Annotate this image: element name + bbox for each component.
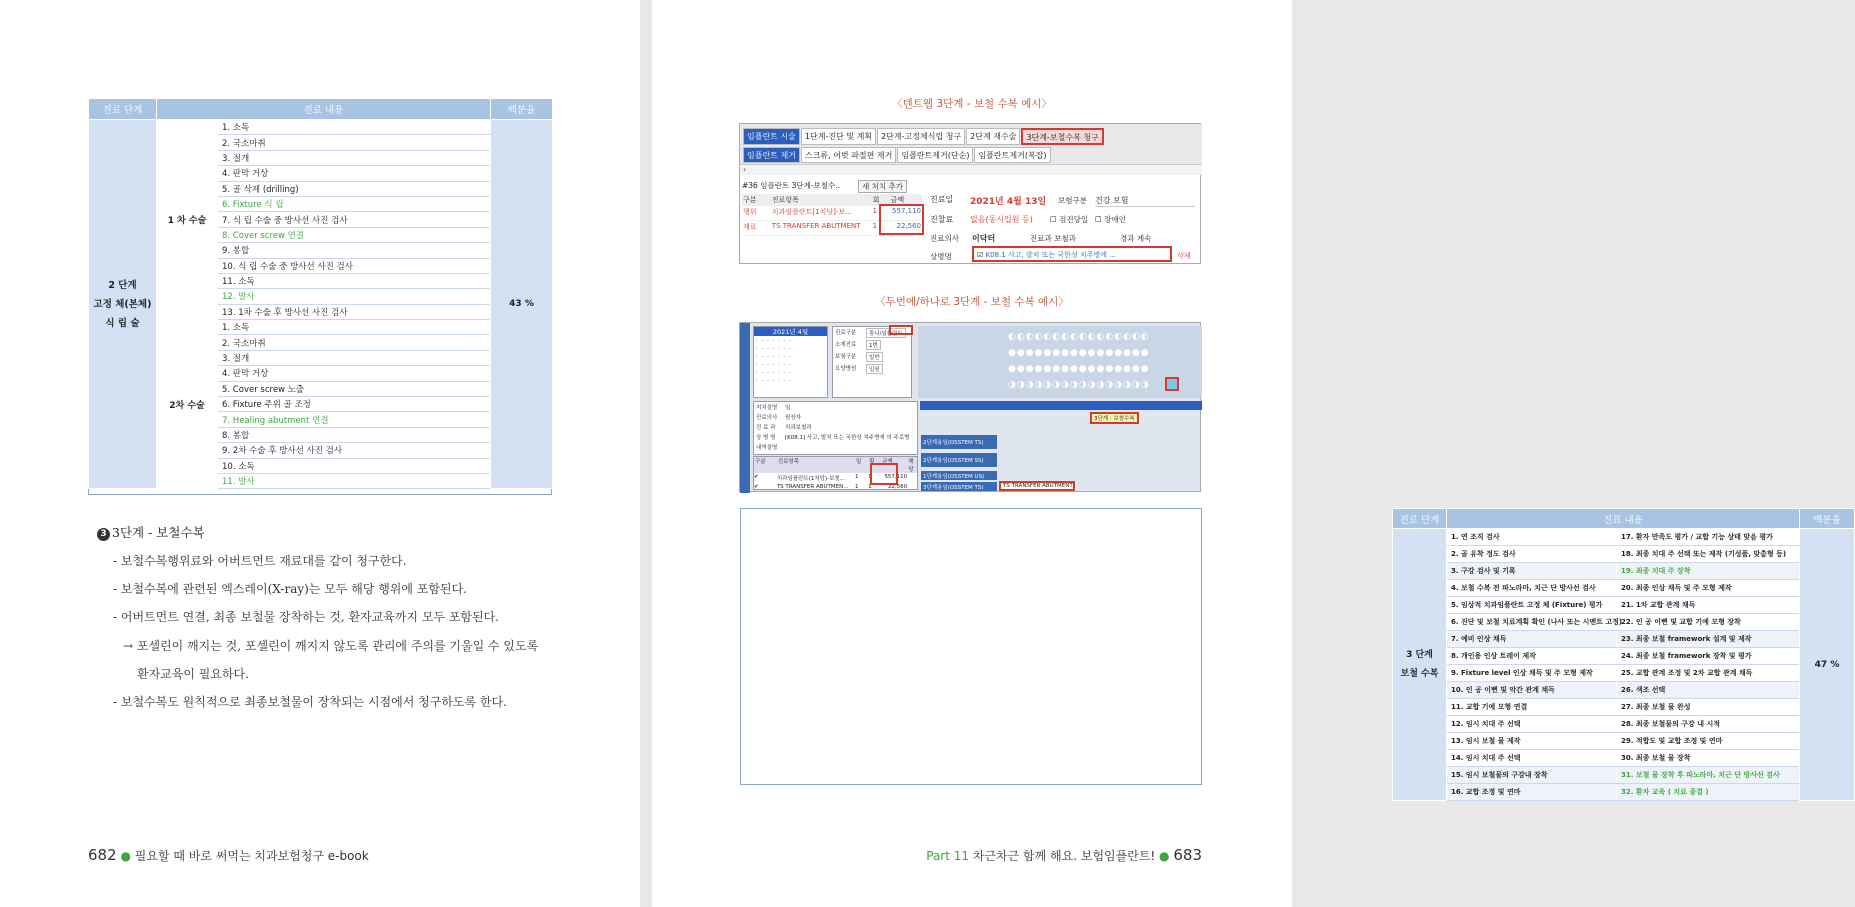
grid-cell: 재료 [743,223,757,231]
upper-teeth-icon: ◐◐◐◐◐◐◐◐◐◐◐◐◐◐◐◐ [1008,332,1150,342]
first-item: 9. 봉합 [218,243,491,258]
t2-right-item: 25. 교합 관계 조정 및 2차 교합 관계 채득 [1617,665,1800,682]
dubun-cell: 1 [868,484,872,490]
lower-teeth-icon: ◑◑◑◑◑◑◑◑◑◑◑◑◑◑◑◑ [1008,380,1150,390]
doctor-select[interactable]: 이닥터 [972,234,996,243]
amount-highlight [879,204,924,235]
stage-cell [89,120,157,489]
brand-ts[interactable]: 2단계용임(OSSTEM TS) [921,435,997,449]
insurance-select[interactable]: 건강 보험 [1095,195,1195,207]
first-item: 8. Cover screw 연결 [218,227,491,242]
t2-left-item: 14. 임시 치대 주 선택 [1447,750,1617,767]
bullet-3: - 어버트먼트 연결, 최종 보철물 장착하는 것, 환자교육까지 모두 포함된다. [113,610,499,624]
footer-right-title: 차근차근 함께 해요. 보험임플란트! [972,849,1156,863]
first-item: 13. 1차 수술 후 방사선 사진 검사 [218,304,491,319]
dentweb-tab[interactable]: 2단계 재수술 [966,128,1020,145]
field-label: 요양병원 [835,366,857,372]
diagnosis-label: 상병명 [930,252,952,261]
dentweb-screenshot [739,123,1201,264]
dubun-cell: 치과임플란트(1치당)-보철... [776,476,845,482]
calendar[interactable] [753,326,828,398]
stage2-table [88,98,553,489]
stage3-tab[interactable]: 3단계 : 보철수복 [1090,412,1139,424]
checkup-checkbox[interactable]: ☐ 검진당일 [1050,215,1089,224]
claim-value[interactable]: [K08.1] 사고, 발치 또는 국한성 치주병에 의 주로병 [785,435,910,441]
brand-us[interactable]: 1단계용임(OSSTEM US) [921,471,997,480]
t2-right-item: 32. 환자 교육 ( 치료 종결 ) [1617,784,1800,801]
selected-tooth-icon[interactable] [1165,377,1179,391]
footer-right: Part 11 차근차근 함께 해요. 보험임플란트! ● 683 [926,846,1202,864]
new-treatment-button[interactable]: 새 처치 추가 [858,180,907,193]
t2-right-item: 21. 1차 교합 관계 채득 [1617,597,1800,614]
doctor-label: 진료의사 [930,234,959,243]
exam-fee-label: 진찰료 [930,215,954,224]
second-item: 5. Cover screw 노출 [218,381,491,396]
second-item: 11. 발사 [218,473,491,488]
second-item: 2. 국소마취 [218,335,491,350]
dentweb-tab2[interactable]: 스크류, 어벗 파절편 제거 [801,147,896,163]
dept-select[interactable]: 진료과 보철과 [1030,234,1076,243]
field-value[interactable]: 1번 [866,340,881,350]
grid-cell: 22,560 [896,222,921,230]
claim-label: 처치설명 [756,405,778,411]
claim-fields [753,401,918,455]
dubun-cell: 1 [868,474,872,480]
dubun-header: 진료항목 [777,459,800,465]
field-value[interactable]: 입원 [866,364,883,374]
calendar-month: 2021년 4월 [754,327,827,336]
t2-left-item: 10. 인 공 이뻔 및 악간 관계 채득 [1447,682,1617,699]
claim-value[interactable]: 치과보철과 [785,425,812,431]
treatment-date[interactable]: 2021년 4월 13일 [970,197,1047,207]
stage3-table [1392,508,1855,801]
insurance-label: 보험구분 [1058,196,1087,205]
second-item: 6. Fixture 주위 골 조정 [218,397,491,412]
t2-left-item: 8. 개인용 인상 트레이 제작 [1447,648,1617,665]
t2-left-item: 3. 구강 검사 및 기록 [1447,563,1617,580]
t2-left-item: 16. 교합 조정 및 연마 [1447,784,1617,801]
t2-stage-line: 보철 수복 [1400,668,1439,679]
t2-header-content: 진료 내용 [1447,509,1800,529]
brand-ss[interactable]: 2단계용임(OSSTEM SS) [921,453,997,467]
calendar-grid: · · · · · · · · · · · · · · · · · · · · · · · · · · · · · · · · · · · · · · · · · · [756,338,792,384]
claim-label: 내역설명 [756,445,778,451]
t2-left-item: 7. 예비 인상 채득 [1447,631,1617,648]
stage-line: 식 립 술 [105,317,140,329]
dentweb-tab[interactable]: 2단계-고정체식립 청구 [877,128,965,145]
first-item: 2. 국소마취 [218,135,491,150]
stage-tabbar [920,401,1202,410]
claim-label: 상 병 명 [756,435,776,441]
t2-left-item: 13. 임시 보철 물 제작 [1447,733,1617,750]
t2-left-item: 1. 연 조직 검사 [1447,529,1617,546]
section-title: 3단계 - 보철수복 [112,525,205,540]
dubun-cell: 1 [855,474,859,480]
date-label: 진료일 [930,195,954,204]
diagnosis-code: K08.1 [985,251,1006,259]
first-item: 1. 소독 [218,120,491,135]
dubun-amount-highlight [870,463,898,485]
dubun-check-icon: ✔ [754,484,759,490]
dentweb-tab[interactable]: 3단계-보철수복 청구 [1021,128,1103,145]
footer-left: 682 ● 필요할 때 바로 써먹는 치과보험청구 e-book [88,846,369,864]
diagnosis-text: 사고, 발치 또는 국한성 치주병에 ... [1007,251,1116,259]
grid-cell: 치과임플란트[1치당]-보... [771,208,852,216]
grid-header: 금액 [890,196,905,204]
dentweb-subtab[interactable]: #36 임플란트 3단계-보철수.. [742,181,841,190]
t2-right-item: 29. 적합도 및 교합 조정 및 연마 [1617,733,1800,750]
t2-right-item: 22. 인 공 이뻔 및 교합 기예 모형 장착 [1617,614,1800,631]
second-item: 10. 소독 [218,458,491,473]
t2-left-item: 9. Fixture level 인상 채득 및 주 모형 제작 [1447,665,1617,682]
field-label: 보험구분 [835,354,857,360]
dubun-header: 금액 [882,459,893,465]
t2-left-item: 2. 골 유착 정도 검사 [1447,546,1617,563]
first-surgery-label: 1 차 수술 [157,120,218,320]
checkup-label: 검진당일 [1059,215,1089,224]
second-surgery-label: 2차 수술 [157,320,218,489]
second-item: 9. 2차 수술 후 방사선 사진 검사 [218,443,491,458]
footer-part: Part 11 [926,849,970,863]
t2-left-item: 6. 진단 및 보철 치료계획 확인 (나사 또는 시멘트 고정) [1447,614,1617,631]
abutment-item[interactable]: TS TRANSFER ABUTMENT [999,481,1075,491]
t2-right-item: 31. 보철 물 장착 후 파노라마, 치근 단 방사선 검사 [1617,767,1800,784]
header-percent: 백분율 [491,99,553,120]
claim-value[interactable]: 임 [785,405,791,411]
claim-label: 진료의사 [756,415,778,421]
visit-fields [832,326,912,398]
t2-right-item: 17. 환자 만족도 평가 / 교합 기능 상태 맞음 평가 [1617,529,1800,546]
diagnosis-field[interactable]: ☑ K08.1 사고, 발치 또는 국한성 치주병에 ... [972,246,1172,262]
t2-left-item: 15. 임시 보철물의 구강내 장착 [1447,767,1617,784]
first-item: 3. 절개 [218,150,491,165]
dentweb-tab2[interactable]: 임플란트 제거 [743,147,800,163]
section-number: 3 [97,528,110,541]
scrollbar[interactable]: ‹ [740,164,1202,175]
t2-right-item: 20. 최종 인상 채득 및 주 모형 제작 [1617,580,1800,597]
bullet-5: 환자교육이 필요하다. [137,667,249,681]
bullet-1: - 보철수복행위료와 어버트먼트 재료대를 같이 청구한다. [113,554,407,568]
header-content: 진료 내용 [157,99,491,120]
t2-stage-cell [1393,529,1447,801]
t2-border [740,508,1202,785]
upper-teeth-row-icon: ●●●●●●●●●●●●●●●● [1008,348,1150,358]
dubun-header: 해당 [908,459,914,473]
grid-cell: 557,110 [892,207,921,215]
second-item: 4. 판막 거상 [218,366,491,381]
field-label: 진료구분 [835,330,857,336]
stage-line: 고정 체(본체) [93,298,152,310]
dubun-check-icon: ✔ [754,474,759,480]
dubun-cell: 22,560 [887,484,908,490]
grid-header: 구분 [743,196,757,204]
caption-dentweb: 〈덴트웹 3단계 - 보철 수복 예시〉 [892,98,1052,110]
dubun-cell: 557,110 [884,474,908,480]
delete-button[interactable]: 삭제 [1177,252,1191,260]
exam-fee-select[interactable]: 없음(동시입원 등) [970,215,1033,224]
t2-right-item: 18. 최종 치대 주 선택 또는 제작 (기성품, 맞춤형 등) [1617,546,1800,563]
dentweb-tab2[interactable]: 임플란트제거(복잡) [974,147,1050,163]
dubun-screenshot [739,322,1201,492]
t2-stage-line: 3 단계 [1406,649,1433,660]
grid-cell: 1 [872,207,878,215]
grid-cell: 1 [872,222,878,230]
t2-right-item: 27. 최종 보철 물 완성 [1617,699,1800,716]
t2-percent: 47 % [1800,529,1855,801]
t2-left-item: 5. 임상적 치과임플란트 고정 체 (Fixture) 평가 [1447,597,1617,614]
first-item: 12. 발사 [218,289,491,304]
first-item: 10. 식 립 수술 중 방사선 사진 검사 [218,258,491,273]
grid-cell: TS TRANSFER ABUTMENT [771,222,861,230]
t2-right-item: 28. 최종 보철물의 구강 내 시적 [1617,716,1800,733]
disabled-checkbox[interactable]: ☐ 장애인 [1095,215,1126,224]
page-number: 682 [88,846,117,864]
lower-teeth-row-icon: ●●●●●●●●●●●●●●●● [1008,364,1150,374]
t2-right-item: 24. 최종 보철 framework 장착 및 평가 [1617,648,1800,665]
bullet-4: → 포셀린이 깨지는 것, 포셀린이 깨지지 않도록 관리에 주의를 기울일 수 있도록 [123,639,539,653]
first-item: 6. Fixture 식 립 [218,196,491,211]
dubun-cell: 1 [855,484,859,490]
bullet-6: - 보철수복도 원칙적으로 최종보철물이 장착되는 시점에서 청구하도록 한다. [113,695,507,709]
brand-list [921,423,1201,491]
brand-ts3[interactable]: 3단계용임(OSSTEM TS) [921,482,997,491]
t2-right-item: 23. 최종 보철 framework 설계 및 제작 [1617,631,1800,648]
disabled-label: 장애인 [1104,215,1126,224]
right-page [652,0,1841,907]
claim-value[interactable]: 원장자 [785,415,801,421]
header-stage: 진료 단계 [89,99,157,120]
claim-label: 진 료 과 [756,425,776,431]
page-number-right: 683 [1173,846,1202,864]
dubun-header: 횟 [869,459,875,465]
dubun-header: 구분 [755,459,766,465]
dentweb-tab[interactable]: 1단계-진단 및 계획 [801,128,876,145]
footer-title: 필요할 때 바로 써먹는 치과보험청구 e-book [134,849,369,863]
second-item: 8. 봉합 [218,427,491,442]
category-highlight [889,325,913,335]
dubun-header: 일 [856,459,862,465]
dentweb-tab[interactable]: 임플란트 시술 [743,128,800,145]
grid-header: 회 [872,196,880,204]
t2-left-item: 4. 보철 수복 전 파노라마, 치근 단 방사선 검사 [1447,580,1617,597]
first-item: 5. 골 삭제 (drilling) [218,181,491,196]
t2-header-percent: 백분율 [1800,509,1855,529]
progress-select[interactable]: 경과 계속 [1120,234,1152,243]
second-item: 7. Healing abutment 연결 [218,412,491,427]
grid-header: 진료항목 [771,196,799,204]
dentweb-tab2[interactable]: 임플란트제거(단순) [897,147,973,163]
t2-header-stage: 진료 단계 [1393,509,1447,529]
t2-right-item: 30. 최종 보철 물 장착 [1617,750,1800,767]
field-value[interactable]: 일반 [866,352,883,362]
tooth-chart[interactable] [918,326,1202,398]
t2-left-item: 12. 임시 치대 주 선택 [1447,716,1617,733]
section-heading [97,523,205,541]
first-item: 4. 판막 거상 [218,166,491,181]
t2-right-item: 26. 색조 선택 [1617,682,1800,699]
field-label: 소재진료 [835,342,857,348]
grid-cell: 행위 [743,208,757,216]
side-bar [740,323,750,493]
first-item: 11. 소독 [218,273,491,288]
caption-dubun: 〈두번에/하나로 3단계 - 보철 수복 예시〉 [875,296,1069,308]
bullet-2: - 보철수복에 관련된 엑스레이(X-ray)는 모두 해당 행위에 포함된다. [113,582,467,596]
stage-line: 2 단계 [108,279,137,291]
percent-cell: 43 % [491,120,553,489]
first-item: 7. 식 립 수술 중 방사선 사진 검사 [218,212,491,227]
left-page [0,0,640,907]
dubun-cell: TS TRANSFER ABUTMEN... [776,484,849,490]
field-value[interactable]: 통니/임플란트 [866,328,906,338]
t2-right-item: 19. 최종 치대 주 장착 [1617,563,1800,580]
second-item: 3. 절개 [218,350,491,365]
t2-left-item: 11. 교합 기예 모형 연결 [1447,699,1617,716]
second-item: 1. 소독 [218,320,491,335]
